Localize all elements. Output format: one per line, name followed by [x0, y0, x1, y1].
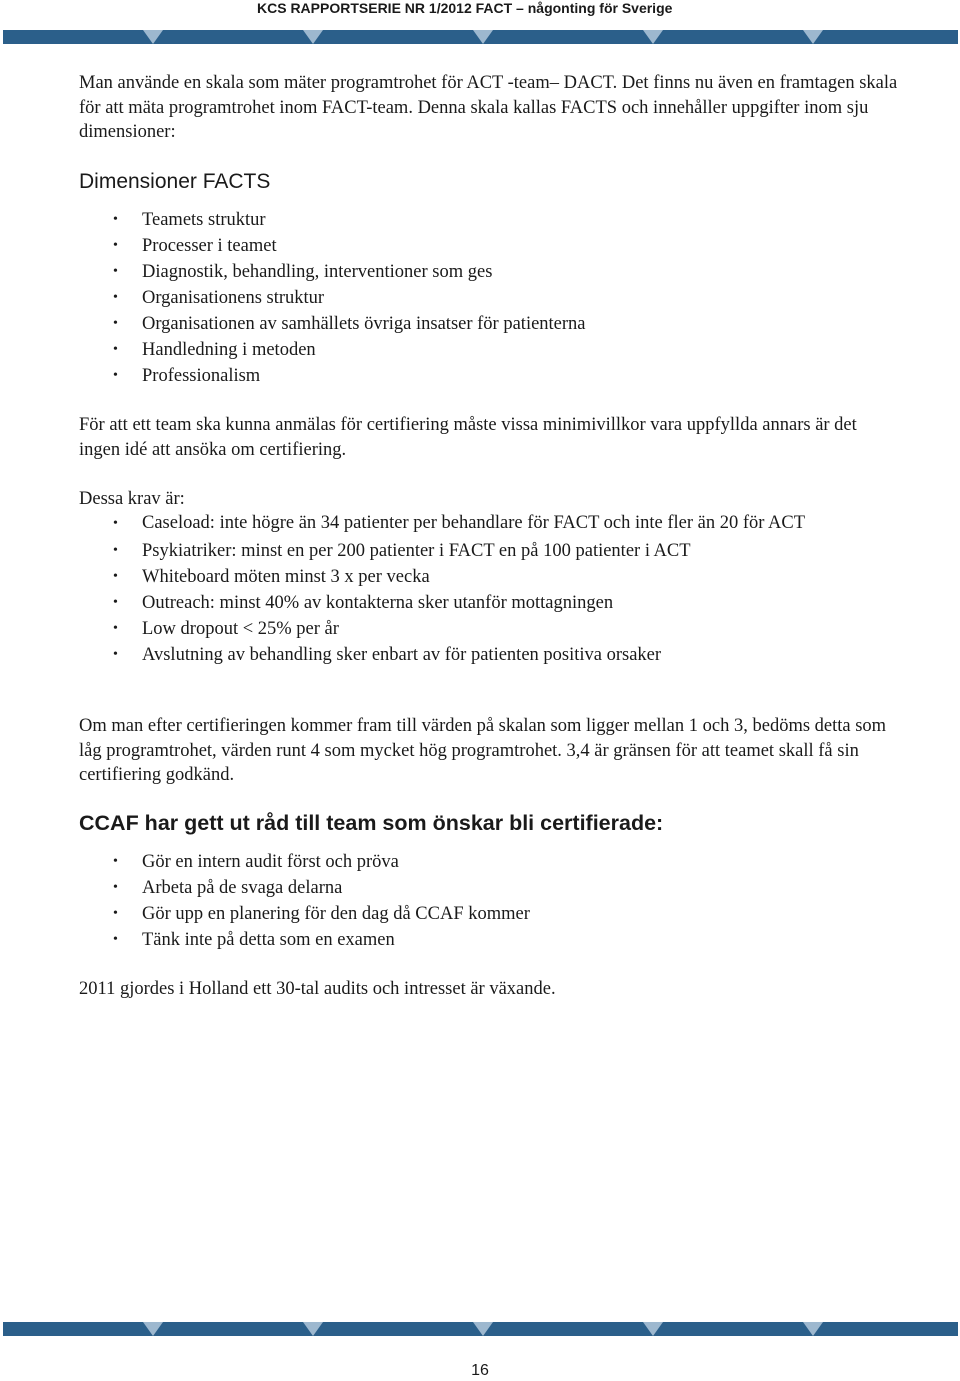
requirements-lead: Dessa krav är: [79, 489, 185, 509]
list-item: • Handledning i metoden [79, 337, 879, 363]
list-item: • Diagnostik, behandling, interventioner som ges [79, 259, 879, 285]
bullet-icon: • [113, 238, 118, 253]
bullet-icon: • [113, 854, 118, 869]
dimensions-list [79, 207, 879, 389]
list-item: • Outreach: minst 40% av kontakterna sker utanför mottagningen [79, 590, 879, 616]
list-item: • Psykiatriker: minst en per 200 patienter i FACT en på 100 patienter i ACT [79, 538, 879, 564]
scale-paragraph: Om man efter certifieringen kommer fram till värden på skalan som ligger mellan 1 och 3, bedöms detta som låg programtrohet, värden runt 4 som mycket hög programtrohet. 3,4 är gränsen för att teamet skall få sin certifiering godkänd. [79, 716, 887, 785]
bullet-icon: • [113, 906, 118, 921]
list-item: • Avslutning av behandling sker enbart av för patienten positiva orsaker [79, 642, 879, 668]
list-item: • Caseload: inte högre än 34 patienter per behandlare för FACT och inte fler än 20 för ACT [79, 511, 879, 538]
list-item: • Gör upp en planering för den dag då CCAF kommer [79, 901, 879, 927]
requirements-list [79, 511, 879, 668]
bullet-icon: • [113, 880, 118, 895]
list-item: • Professionalism [79, 363, 879, 389]
bullet-icon: • [113, 568, 118, 584]
bullet-icon: • [113, 932, 118, 947]
page-number: 16 [471, 1362, 489, 1379]
list-item: • Gör en intern audit först och pröva [79, 849, 879, 875]
list-item: • Whiteboard möten minst 3 x per vecka [79, 564, 879, 590]
advice-list [79, 849, 879, 953]
bullet-icon: • [113, 516, 118, 531]
bullet-icon: • [113, 620, 118, 636]
bullet-icon: • [113, 212, 118, 227]
closing-paragraph: 2011 gjordes i Holland ett 30-tal audits och intresset är växande. [79, 979, 556, 999]
bullet-icon: • [113, 646, 118, 662]
list-item: • Processer i teamet [79, 233, 879, 259]
bullet-icon: • [113, 264, 118, 279]
list-item: • Organisationens struktur [79, 285, 879, 311]
running-header: KCS RAPPORTSERIE NR 1/2012 FACT – någonting för Sverige [257, 0, 673, 16]
list-item: • Organisationen av samhällets övriga insatser för patienterna [79, 311, 879, 337]
list-item: • Arbeta på de svaga delarna [79, 875, 879, 901]
list-item: • Tänk inte på detta som en examen [79, 927, 879, 953]
bullet-icon: • [113, 542, 118, 558]
bullet-icon: • [113, 316, 118, 331]
list-item: • Teamets struktur [79, 207, 879, 233]
bullet-icon: • [113, 594, 118, 610]
header-band [3, 30, 958, 44]
certification-paragraph: För att ett team ska kunna anmälas för certifiering måste vissa minimivillkor vara uppfyllda annars är det ingen idé att ansöka om certifiering. [79, 415, 857, 460]
bullet-icon: • [113, 368, 118, 383]
footer-band [3, 1322, 958, 1336]
list-item: • Low dropout < 25% per år [79, 616, 879, 642]
intro-paragraph: Man använde en skala som mäter programtrohet för ACT -team– DACT. Det finns nu även en framtagen skala för att mäta programtrohet inom FACT-team. Denna skala kallas FACTS och innehåller uppgifter inom sju dimensioner: [79, 73, 898, 142]
bullet-icon: • [113, 290, 118, 305]
bullet-icon: • [113, 342, 118, 357]
advice-heading: CCAF har gett ut råd till team som önskar bli certifierade: [79, 811, 664, 835]
dimensions-heading: Dimensioner FACTS [79, 170, 271, 193]
